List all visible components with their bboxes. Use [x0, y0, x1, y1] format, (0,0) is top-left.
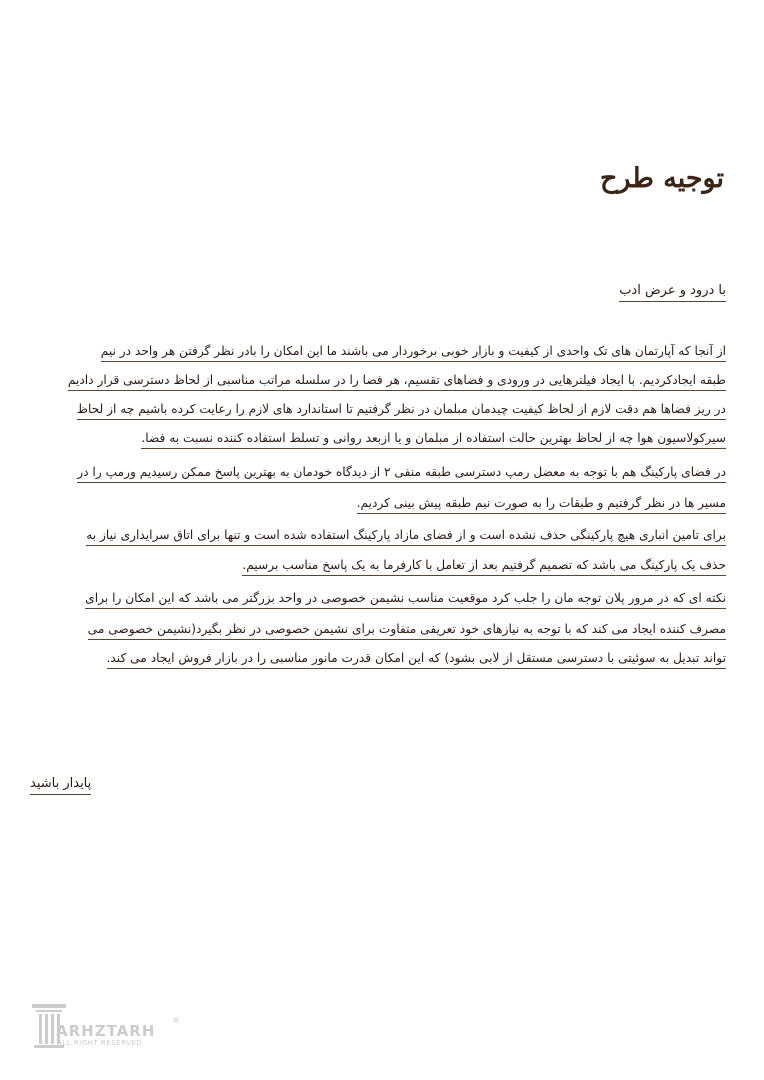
body-line-4: سیرکولاسیون هوا چه از لحاظ بهترین حالت استفاده از مبلمان و یا ازبعد روانی و تسلط استفاده کننده نسبت به فضا.	[141, 431, 726, 449]
watermark-subtitle: ALL RIGHT RESERVED	[57, 1039, 143, 1047]
greeting-line: با درود و عرض ادب	[619, 283, 726, 302]
body-line-11: تواند تبدیل به سوئیتی با دسترسی مستقل از لابی بشود) که این امکان قدرت مانور مناسبی را در بازار فروش ایجاد می کند.	[107, 651, 726, 669]
watermark-logo	[30, 1002, 180, 1050]
body-line-7: برای تامین انباری هیچ پارکینگی حذف نشده است و از فضای مازاد پارکینگ استفاده شده است و تنها برای اتاق سرایداری نیاز به	[86, 528, 726, 546]
watermark-brand: ARHZTARH	[56, 1022, 156, 1040]
body-line-1: از آنجا که آپارتمان های تک واحدی از کیفیت و بازار خوبی برخوردار می باشند ما این امکان را بادر نظر گرفتن هر واحد در نیم	[101, 344, 726, 362]
page-title: توجیه طرح	[600, 163, 724, 194]
body-line-8: حذف یک پارکینگ می باشد که تصمیم گرفتیم بعد از تعامل با کارفرما به یک پاسخ مناسب برسیم.	[242, 558, 726, 576]
body-line-3: در ریز فضاها هم دقت لازم از لحاظ کیفیت چیدمان مبلمان در نظر گرفتیم تا استاندارد های لازم را رعایت کرده باشیم چه از لحاظ	[77, 402, 726, 420]
registered-mark: ®	[172, 1016, 180, 1025]
body-line-10: مصرف کننده ایجاد می کند که با توجه به نیازهای خود تعریفی متفاوت برای نشیمن خصوصی در نظر بگیرد(نشیمن خصوصی می	[88, 622, 726, 640]
body-line-6: مسیر ها در نظر گرفتیم و طبقات را به صورت نیم طبقه پیش بینی کردیم.	[357, 496, 726, 514]
body-line-5: در فضای پارکینگ هم با توجه به معضل رمپ دسترسی طبقه منفی ۲ از دیدگاه خودمان به بهترین پاسخ ممکن رسیدیم ورمپ را در	[77, 465, 726, 483]
body-line-9: نکته ای که در مرور پلان توجه مان را جلب کرد موقعیت مناسب نشیمن خصوصی در واحد بزرگتر می باشد که این امکان را برای	[85, 591, 726, 609]
body-line-2: طبقه ایجادکردیم. با ایجاد فیلترهایی در ورودی و فضاهای تقسیم، هر فضا را در سلسله مراتب مناسبی از لحاظ دسترسی قرار دادیم	[68, 373, 726, 391]
signoff-line: پایدار باشید	[30, 776, 91, 795]
